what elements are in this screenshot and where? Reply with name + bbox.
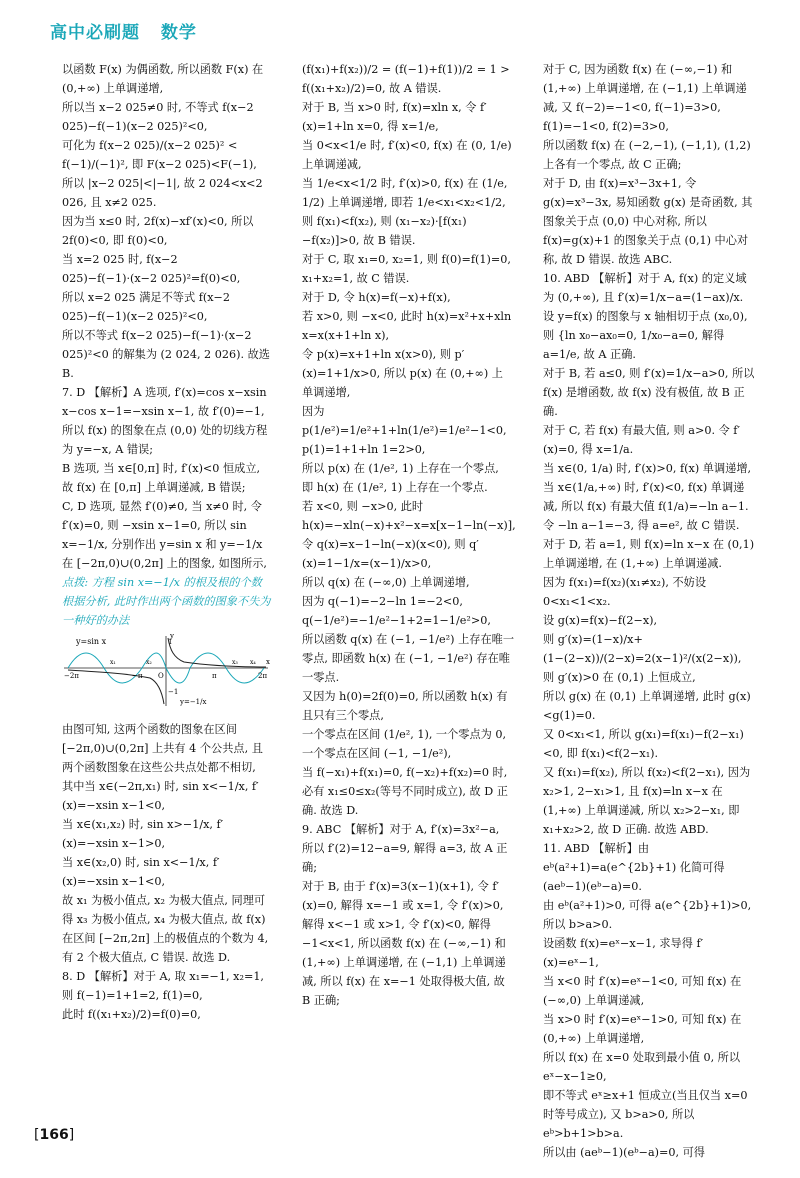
paragraph: 由图可知, 这两个函数的图象在区间 [−2π,0)∪(0,2π] 上共有 4 个公共点, 且两个函数图象在这些公共点处都不相切, [62,723,263,774]
sin-inverse-graph [62,634,272,708]
paragraph: 因为 p(1/e²)=1/e²+1+ln(1/e²)=1/e²−1<0, p(1)=1+1+ln 1=2>0, [302,405,507,456]
question-7-answer: 7. D 【解析】A 选项, f′(x)=cos x−xsin x−cos x−1=−xsin x−1, 故 f′(0)=−1, 所以 f(x) 的图象在点 (0,0) 处的切线方程为 y=−x, A 错误; [62,386,268,456]
paragraph: 当 x∈(x₁,x₂) 时, sin x>−1/x, f′(x)=−xsin x−1>0, [62,818,224,850]
paragraph: 又 f(x₁)=f(x₂), 所以 f(x₂)<f(2−x₁), 因为 x₂>1, 2−x₁>1, 且 f(x)=ln x−x 在 (1,+∞) 上单调递减, 所以 x₂>2−x₁, 即 x₁+x₂>2, 故 D 正确. 故选 ABD. [543,766,751,836]
paragraph: 当 f(−x₁)+f(x₁)=0, f(−x₂)+f(x₂)=0 时, 必有 x₁≤0≤x₂(等号不同时成立), 故 D 正确. 故选 D. [302,766,508,817]
paragraph: 以函数 F(x) 为偶函数, 所以函数 F(x) 在 (0,+∞) 上单调递增, [62,63,264,95]
paragraph: 令 −ln a−1=−3, 得 a=e², 故 C 错误. [543,519,740,532]
paragraph: 所以 f(x) 在 x=0 处取到最小值 0, 所以 eˣ−x−1≥0, [543,1051,741,1083]
paragraph: 设 y=f(x) 的图象与 x 轴相切于点 (x₀,0), 则 {ln x₀−ax₀=0, 1/x₀−a=0, 解得 a=1/e, 故 A 正确. [543,310,748,361]
question-8-answer: 8. D 【解析】对于 A, 取 x₁=−1, x₂=1, 则 f(−1)=1+1=2, f(1)=0, [62,970,264,1002]
column-2 [302,60,514,1010]
paragraph: 所以 q(x) 在 (−∞,0) 上单调递增, [302,576,470,589]
paragraph: 所以 |x−2 025|<|−1|, 故 2 024<x<2 026, 且 x≠2 025. [62,177,263,209]
paragraph: 所以函数 q(x) 在 (−1, −1/e²) 上存在唯一零点, 即函数 h(x) 在 (−1, −1/e²) 存在唯一零点. [302,633,515,684]
label-x4: x₄ [250,659,256,666]
paragraph: 对于 B, 若 a≤0, 则 f′(x)=1/x−a>0, 所以 f(x) 是增函数, 故 f(x) 没有极值, 故 B 正确. [543,367,755,418]
paragraph: 当 1/e<x<1/2 时, f′(x)>0, f(x) 在 (1/e, 1/2) 上单调递增, 即若 1/e<x₁<x₂<1/2, 则 f(x₁)<f(x₂), 则 (x₁−x₂)·[f(x₁)−f(x₂)]>0, 故 B 错误. [302,177,508,247]
paragraph: 对于 B, 由于 f′(x)=3(x−1)(x+1), 令 f′(x)=0, 解得 x=−1 或 x=1, 令 f′(x)>0, 解得 x<−1 或 x>1, 令 f′(x)<0, 解得 −1<x<1, 所以函数 f(x) 在 (−∞,−1) 和 (1,+∞) 上单调递增, 在 (−1,1) 上单调递减, 所以 f(x) 在 x=−1 处取得极大值, 故 B 正确; [302,880,506,1007]
paragraph: 当 x=2 025 时, f(x−2 025)−f(−1)·(x−2 025)²=f(0)<0, [62,253,241,285]
paragraph: 所以当 x−2 025≠0 时, 不等式 f(x−2 025)−f(−1)(x−2 025)²<0, [62,101,254,133]
tick-neg2pi: −2π [64,672,79,680]
page-number: [ 166 ] [34,1127,74,1143]
paragraph: 对于 C, 若 f(x) 有最大值, 则 a>0. 令 f′(x)=0, 得 x=1/a. [543,424,740,456]
paragraph: 此时 f((x₁+x₂)/2)=f(0)=0, [62,1008,201,1021]
tick-one: 1 [168,638,173,646]
paragraph: 可化为 f(x−2 025)/(x−2 025)² < f(−1)/(−1)², 即 F(x−2 025)<F(−1), [62,139,257,171]
paragraph: 当 x>0 时 f′(x)=eˣ−1>0, 可知 f(x) 在 (0,+∞) 上单调递增, [543,1013,742,1045]
label-yinv: y=−1/x [180,698,207,706]
paragraph: 当 x∈(x₂,0) 时, sin x<−1/x, f′(x)=−xsin x−1<0, [62,856,220,888]
paragraph: 当 x<0 时 f′(x)=eˣ−1<0, 可知 f(x) 在 (−∞,0) 上单调递减, [543,975,742,1007]
paragraph: 当 0<x<1/e 时, f′(x)<0, f(x) 在 (0, 1/e) 上单调递减, [302,139,512,171]
paragraph: 则 g′(x)=(1−x)/x+(1−(2−x))/(2−x)=2(x−1)²/(x(2−x)), 则 g′(x)>0 在 (0,1) 上恒成立, [543,633,742,684]
paragraph: 当 x∈(0, 1/a) 时, f′(x)>0, f(x) 单调递增, 当 x∈(1/a,+∞) 时, f′(x)<0, f(x) 单调递减, 所以 f(x) 有最大值 f(1/a)=−ln a−1. [543,462,752,513]
paragraph: 即 h(x) 在 (1/e², 1) 上存在一个零点. [302,481,488,494]
label-x2: x₂ [146,659,152,666]
paragraph: 因为 q(−1)=−2−ln 1=−2<0, q(−1/e²)=−1/e²−1+2=1−1/e²>0, [302,595,491,627]
paragraph: 设函数 f(x)=eˣ−x−1, 求导得 f′(x)=eˣ−1, [543,937,704,969]
paragraph: 对于 D, 由 f(x)=x³−3x+1, 令 g(x)=x³−3x, 易知函数 g(x) 是奇函数, 其图象关于点 (0,0) 中心对称, 所以 f(x)=g(x)+1 的图象关于点 (0,1) 中心对称, 故 D 错误. 故选 ABC. [543,177,753,266]
label-x3: x₃ [232,659,238,666]
column-1 [62,60,272,1024]
paragraph: (f(x₁)+f(x₂))/2 = (f(−1)+f(1))/2 = 1 > f((x₁+x₂)/2)=0, 故 A 错误. [302,63,510,95]
x-label: x [266,658,270,666]
paragraph: 又 0<x₁<1, 所以 g(x₁)=f(x₁)−f(2−x₁)<0, 即 f(x₁)<f(2−x₁). [543,728,744,760]
column-3 [543,60,755,1162]
tick-neg1: −1 [168,688,179,696]
paragraph: 设 g(x)=f(x)−f(2−x), [543,614,658,627]
paragraph: 由 eᵇ(a²+1)>0, 可得 a(e^{2b}+1)>0, 所以 b>a>0. [543,899,752,931]
paragraph: 即不等式 eˣ≥x+1 恒成立(当且仅当 x=0 时等号成立), 又 b>a>0, 所以 eᵇ>b+1>b>a. [543,1089,748,1140]
paragraph: 所以函数 f(x) 在 (−2,−1), (−1,1), (1,2) 上各有一个零点, 故 C 正确; [543,139,751,171]
paragraph: 对于 D, 令 h(x)=f(−x)+f(x), [302,291,451,304]
label-x1: x₁ [110,659,116,666]
paragraph: 若 x<0, 则 −x>0, 此时 h(x)=−xln(−x)+x²−x=x[x−1−ln(−x)], [302,500,516,532]
page-header [50,18,211,43]
paragraph: C, D 选项, 显然 f′(0)≠0, 当 x≠0 时, 令 f′(x)=0, 则 −xsin x−1=0, 所以 sin x=−1/x, 分别作出 y=sin x 和 y=−1/x 在 [−2π,0)∪(0,2π] 上的图象, 如图所示, [62,500,267,570]
tick-2pi: 2π [258,672,268,680]
tick-negpi: −π [132,672,143,680]
subject-title: 数学 [160,23,197,43]
paragraph: 若 x>0, 则 −x<0, 此时 h(x)=x²+x+xln x=x(x+1+ln x), [302,310,512,342]
tip-note: 点拨: 方程 sin x=−1/x 的根及根的个数根据分析, 此时作出两个函数的图象不失为一种好的办法 [62,576,271,627]
paragraph: 因为 f(x₁)=f(x₂)(x₁≠x₂), 不妨设 0<x₁<1<x₂. [543,576,707,608]
label-ysin: y=sin x [76,637,107,646]
paragraph: 所以 g(x) 在 (0,1) 上单调递增, 此时 g(x)<g(1)=0. [543,690,751,722]
paragraph: 又因为 h(0)=2f(0)=0, 所以函数 h(x) 有且只有三个零点, [302,690,508,722]
tick-pi: π [212,672,217,680]
paragraph: 对于 B, 当 x>0 时, f(x)=xln x, 令 f′(x)=1+ln x=0, 得 x=1/e, [302,101,487,133]
question-11-answer: 11. ABD 【解析】由 eᵇ(a²+1)=a(e^{2b}+1) 化简可得 (aeᵇ−1)(eᵇ−a)=0. [543,842,725,893]
paragraph: 令 q(x)=x−1−ln(−x)(x<0), 则 q′(x)=1−1/x=(x−1)/x>0, [302,538,479,570]
inverse-curve-left [68,670,164,704]
paragraph: 对于 C, 因为函数 f(x) 在 (−∞,−1) 和 (1,+∞) 上单调递增, 在 (−1,1) 上单调递减, 又 f(−2)=−1<0, f(−1)=3>0, f(1)=−1<0, f(2)=3>0, [543,63,747,133]
origin: O [158,672,164,680]
paragraph: 其中当 x∈(−2π,x₁) 时, sin x<−1/x, f′(x)=−xsin x−1<0, [62,780,259,812]
paragraph: 令 p(x)=x+1+ln x(x>0), 则 p′(x)=1+1/x>0, 所以 p(x) 在 (0,+∞) 上单调递增, [302,348,503,399]
paragraph: 对于 C, 取 x₁=0, x₂=1, 则 f(0)=f(1)=0, x₁+x₂=1, 故 C 错误. [302,253,511,285]
paragraph: B 选项, 当 x∈[0,π] 时, f′(x)<0 恒成立, 故 f(x) 在 [0,π] 上单调递减, B 错误; [62,462,261,494]
y-label: y [170,634,174,640]
paragraph: 一个零点在区间 (1/e², 1), 一个零点为 0, 一个零点在区间 (−1, −1/e²), [302,728,507,760]
paragraph: 所以由 (aeᵇ−1)(eᵇ−a)=0, 可得 [543,1146,705,1159]
book-title: 高中必刷题 [50,23,140,43]
question-9-answer: 9. ABC 【解析】对于 A, f′(x)=3x²−a, 所以 f′(2)=12−a=9, 解得 a=3, 故 A 正确; [302,823,508,874]
paragraph: 所以 p(x) 在 (1/e², 1) 上存在一个零点, [302,462,499,475]
paragraph: 故 x₁ 为极小值点, x₂ 为极大值点, 同理可得 x₃ 为极小值点, x₄ 为极大值点, 故 f(x) 在区间 [−2π,2π] 上的极值点的个数为 4, 有 2 个极大值点, C 错误. 故选 D. [62,894,269,964]
paragraph: 因为当 x≤0 时, 2f(x)−xf′(x)<0, 所以 2f(0)<0, 即 f(0)<0, [62,215,254,247]
paragraph: 对于 D, 若 a=1, 则 f(x)=ln x−x 在 (0,1) 上单调递增, 在 (1,+∞) 上单调递减. [543,538,755,570]
question-10-answer: 10. ABD 【解析】对于 A, f(x) 的定义域为 (0,+∞), 且 f′(x)=1/x−a=(1−ax)/x. [543,272,747,304]
paragraph: 所以不等式 f(x−2 025)−f(−1)·(x−2 025)²<0 的解集为 (2 024, 2 026). 故选 B. [62,329,270,380]
paragraph: 所以 x=2 025 满足不等式 f(x−2 025)−f(−1)(x−2 025)²<0, [62,291,230,323]
